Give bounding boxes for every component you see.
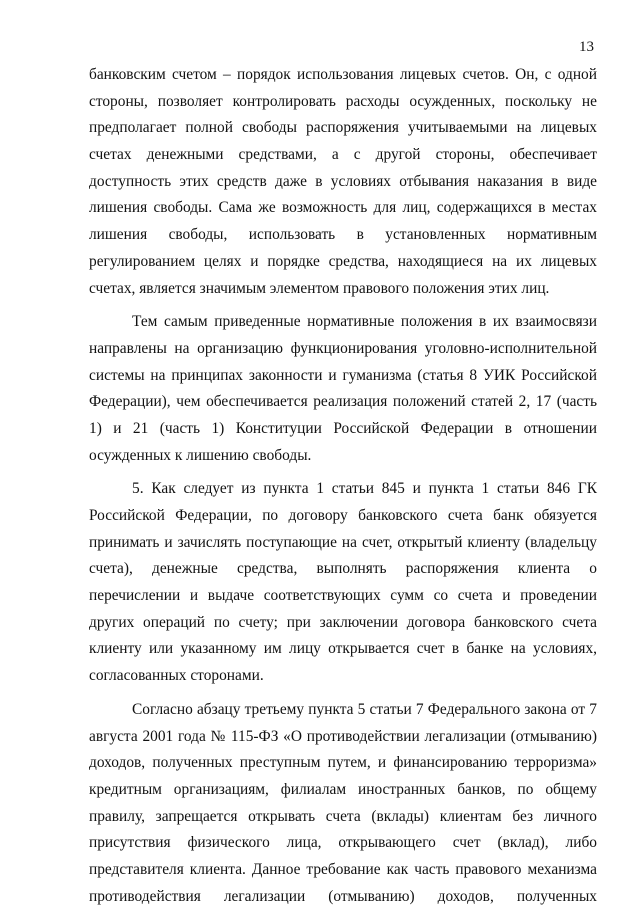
- paragraph-1: [89, 62, 597, 302]
- text-line: лишения свободы. Сама же возможность для лиц, содержащихся в местах: [89, 199, 597, 217]
- text-line: принимать и зачислять поступающие на счет, открытый клиенту (владельцу: [89, 533, 597, 551]
- text-line: 1) и 21 (часть 1) Конституции Российской Федерации в отношении: [89, 419, 597, 437]
- text-line: доступность этих средств даже в условиях отбывания наказания в виде: [89, 172, 597, 190]
- text-line: кредитным организациям, филиалам иностранных банков, по общему: [89, 780, 597, 798]
- text-line: доходов, полученных преступным путем, и финансированию терроризма»: [89, 754, 597, 772]
- text-line: согласованных сторонами.: [89, 667, 264, 685]
- text-line: Тем самым приведенные нормативные положения в их взаимосвязи: [132, 313, 597, 331]
- text-line: представителя клиента. Данное требование как часть правового механизма: [89, 860, 597, 878]
- text-line: присутствия физического лица, открывающего счет (вклад), либо: [89, 834, 597, 852]
- text-line: клиенту или указанному им лицу открывается счет в банке на условиях,: [89, 640, 597, 658]
- text-line: Российской Федерации, по договору банковского счета банк обязуется: [89, 507, 597, 524]
- paragraph-3: [89, 476, 597, 690]
- text-line: направлены на организацию функционирования уголовно-исполнительной: [89, 339, 597, 357]
- text-line: перечислении и выдаче соответствующих сумм со счета и проведении: [89, 587, 597, 605]
- paragraph-2: [89, 309, 597, 469]
- text-line: осужденных к лишению свободы.: [89, 446, 312, 464]
- text-line: счета), денежные средства, выполнять распоряжения клиента о: [89, 560, 597, 578]
- text-line: 5. Как следует из пункта 1 статьи 845 и пункта 1 статьи 846 ГК: [132, 480, 597, 498]
- text-line: стороны, позволяет контролировать расходы осужденных, поскольку не: [89, 92, 597, 110]
- text-line: банковским счетом – порядок использования лицевых счетов. Он, с одной: [89, 66, 597, 83]
- text-line: системы на принципах законности и гуманизма (статья 8 УИК Российской: [89, 366, 597, 384]
- text-line: счетах денежными средствами, а с другой стороны, обеспечивает: [89, 146, 597, 164]
- text-line: Федерации), чем обеспечивается реализация положений статей 2, 17 (часть: [89, 393, 597, 411]
- text-line: предполагает полной свободы распоряжения учитываемыми на лицевых: [89, 119, 597, 137]
- text-line: августа 2001 года № 115-ФЗ «О противодействии легализации (отмыванию): [89, 727, 597, 745]
- body-text: [89, 62, 597, 910]
- text-line: Согласно абзацу третьему пункта 5 статьи 7 Федерального закона от 7: [132, 700, 597, 718]
- text-line: регулированием целях и порядке средства, находящиеся на их лицевых: [89, 252, 597, 270]
- text-line: противодействия легализации (отмыванию) доходов, полученных: [89, 887, 597, 905]
- text-line: лишения свободы, использовать в установленных нормативным: [89, 226, 597, 244]
- paragraph-4: [89, 697, 597, 910]
- text-line: других операций по счету; при заключении договора банковского счета: [89, 613, 597, 631]
- text-line: правилу, запрещается открывать счета (вклады) клиентам без личного: [89, 807, 597, 825]
- page-number: 13: [579, 39, 594, 55]
- text-line: счетах, является значимым элементом правового положения этих лиц.: [89, 279, 550, 297]
